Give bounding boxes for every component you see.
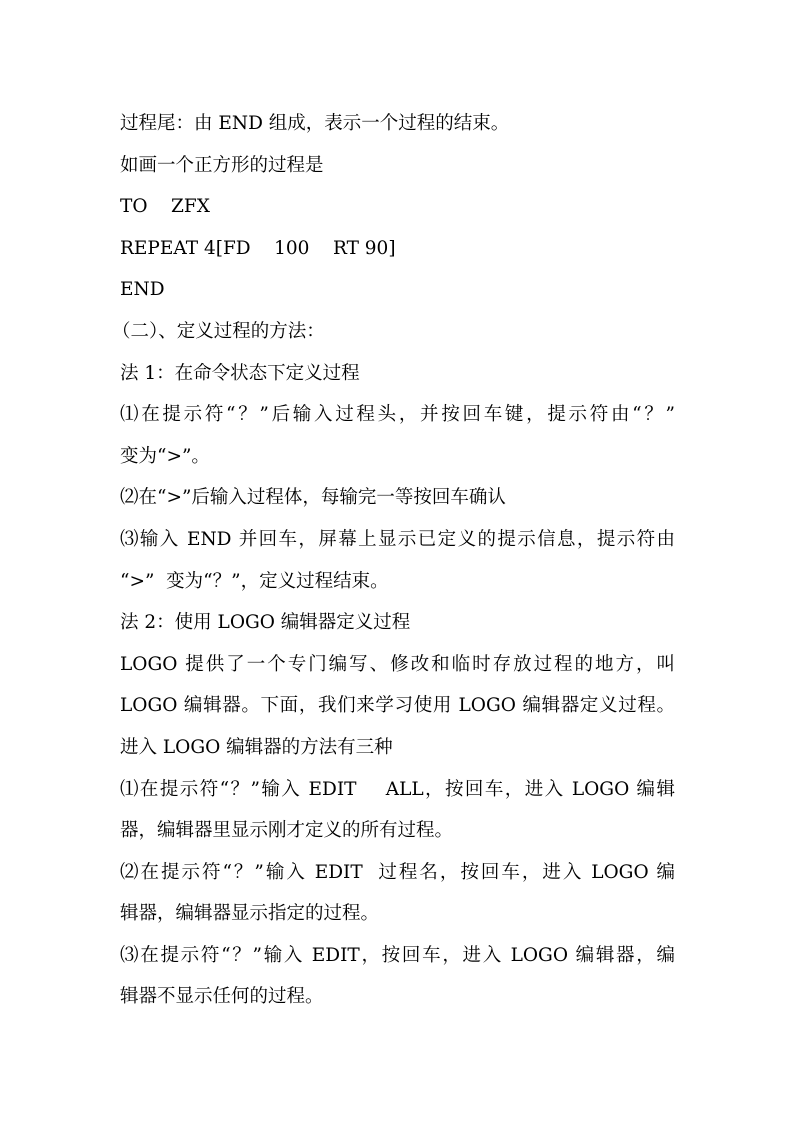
document-body: [112, 103, 675, 1018]
section-heading: （二）、定义过程的方法：: [112, 320, 325, 342]
text-line: ⑴在提示符“？”后输入过程头，并按回车键，提示符由“？”: [120, 404, 675, 426]
text-line: ⑶在提示符“？”输入 EDIT，按回车，进入 LOGO 编辑器，编: [120, 944, 675, 966]
text-line: LOGO 提供了一个专门编写、修改和临时存放过程的地方，叫: [120, 653, 675, 675]
text-line: ⑵在提示符“？”输入 EDIT 过程名，按回车，进入 LOGO 编: [120, 861, 675, 883]
text-line: 过程尾：由 END 组成，表示一个过程的结束。: [120, 113, 510, 134]
method-heading: 法 1：在命令状态下定义过程: [120, 362, 360, 384]
text-line: 如画一个正方形的过程是: [120, 154, 324, 176]
text-line: 进入 LOGO 编辑器的方法有三种: [120, 736, 393, 758]
text-line: “>” 变为“？”，定义过程结束。: [120, 570, 389, 592]
text-line: ⑴在提示符“？”输入 EDIT ALL，按回车，进入 LOGO 编辑: [120, 778, 675, 800]
method-heading: 法 2：使用 LOGO 编辑器定义过程: [120, 612, 411, 634]
code-line: END: [120, 279, 165, 301]
text-line: 器，编辑器里显示刚才定义的所有过程。: [120, 820, 454, 842]
code-line: REPEAT 4[FD 100 RT 90]: [120, 237, 396, 259]
text-line: 辑器，编辑器显示指定的过程。: [120, 903, 380, 925]
text-line: ⑵在“>”后输入过程体，每输完一等按回车确认: [120, 487, 506, 509]
text-line: 辑器不显示任何的过程。: [120, 986, 324, 1008]
text-line: ⑶输入 END 并回车，屏幕上显示已定义的提示信息，提示符由: [120, 528, 675, 550]
text-line: LOGO 编辑器。下面，我们来学习使用 LOGO 编辑器定义过程。: [120, 695, 675, 717]
text-line: 变为“>”。: [120, 445, 210, 467]
code-line: TO ZFX: [120, 196, 210, 218]
